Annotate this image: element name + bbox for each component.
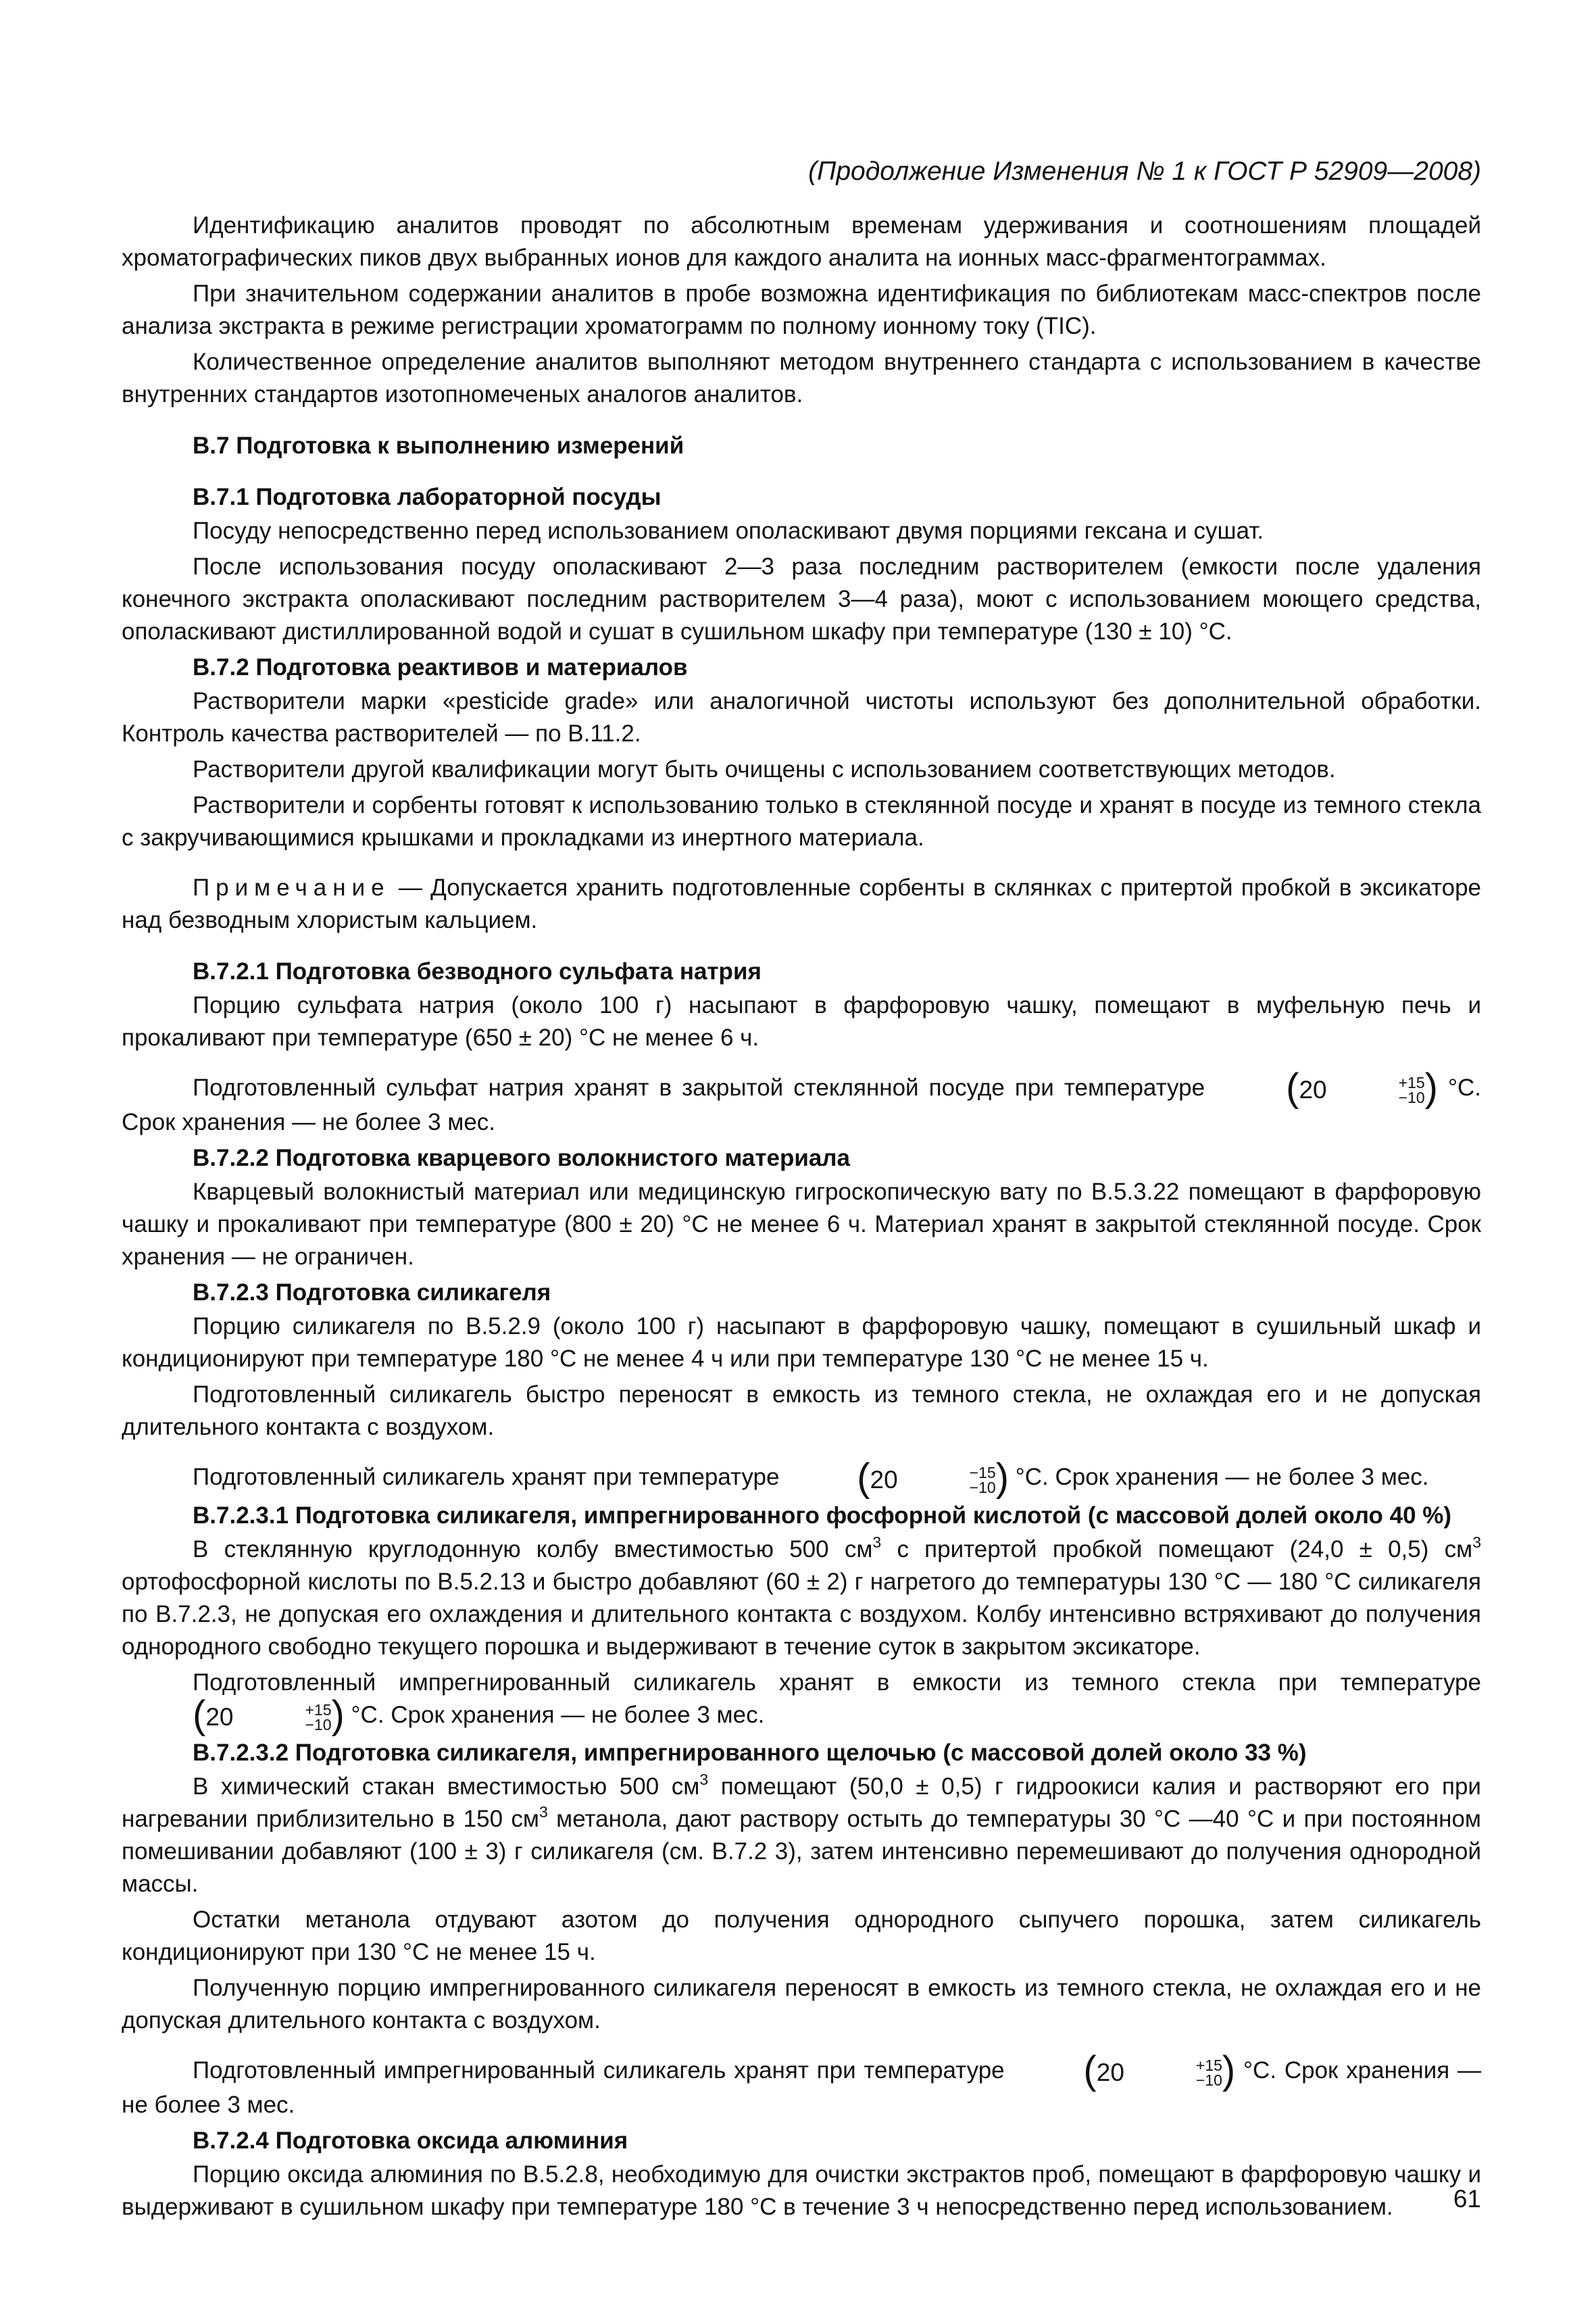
superscript: 3 (872, 1533, 882, 1551)
tolerance-lower: −10 (305, 1716, 332, 1734)
paragraph: Остатки метанола отдувают азотом до получения однородного сыпучего порошка, затем силикагель кондиционируют при 130 °С не менее 15 ч. (122, 1906, 1481, 1966)
close-paren: ) (1222, 2048, 1236, 2093)
paragraph: Порцию силикагеля по В.5.2.9 (около 100 г) насыпают в фарфоровую чашку, помещают в сушильный шкаф и кондиционируют при температуре 180 °С не менее 4 ч или при температуре 130 °С не менее 15 ч. (122, 1313, 1481, 1373)
tolerance-stack (234, 1702, 331, 1732)
paragraph: Порцию сульфата натрия (около 100 г) насыпают в фарфоровую чашку, помещают в муфельную печь и прокаливают при температуре (650 ± 20) °С не менее 6 ч. (122, 992, 1481, 1051)
paragraph: Растворители марки «pesticide grade» или аналогичной чистоты используют без дополнительной обработки. Контроль качества растворителей — по В.11.2. (122, 688, 1481, 747)
text-run: °С. Срок хранения — не более 3 мес. (1009, 1464, 1429, 1491)
paragraph: Идентификацию аналитов проводят по абсолютным временам удерживания и соотношениям площадей хроматографических пиков двух выбранных ионов для каждого аналита на ионных масс-фрагментограммах. (122, 212, 1481, 271)
paragraph: При значительном содержании аналитов в пробе возможна идентификация по библиотекам масс-спектров после анализа экстракта в режиме регистрации хроматограмм по полному ионному току (TIC). (122, 280, 1481, 339)
text-run: °С. Срок хранения — не более 3 мес. (122, 1075, 1481, 1136)
paragraph: Растворители другой квалификации могут быть очищены с использованием соответствующих методов. (193, 756, 1336, 783)
paragraph (122, 1533, 1481, 1663)
superscript: 3 (699, 1771, 709, 1789)
close-paren: ) (331, 1692, 345, 1737)
tolerance-base: 20 (205, 1703, 234, 1731)
text-run: Подготовленный импрегнированный силикагель хранят при температуре (193, 2057, 1013, 2084)
subsection-heading: В.7.2.3 Подготовка силикагеля (193, 1279, 551, 1306)
subsection-heading: В.7.2.3.2 Подготовка силикагеля, импрегнированного щелочью (с массовой долей около 33 %) (193, 1740, 1307, 1767)
paragraph (122, 1455, 1481, 1500)
text-run: В стеклянную круглодонную колбу вместимостью 500 см (193, 1535, 873, 1562)
close-paren: ) (995, 1455, 1009, 1500)
close-paren: ) (1424, 1066, 1438, 1110)
tolerance-upper: +15 (1195, 2057, 1222, 2075)
paragraph (122, 2048, 1481, 2121)
subsection-heading: В.7.2.2 Подготовка кварцевого волокнистого материала (193, 1145, 851, 1172)
open-paren: ( (857, 1455, 870, 1500)
paragraph: Подготовленный силикагель быстро переносят в емкость из темного стекла, не охлаждая его и не допуская длительного контакта с воздухом. (122, 1381, 1481, 1441)
paragraph: Порцию оксида алюминия по В.5.2.8, необходимую для очистки экстрактов проб, помещают в фарфоровую чашку и выдерживают в сушильном шкафу при температуре 180 °С в течение 3 ч непосредственно перед использованием. (122, 2161, 1481, 2221)
text-run: °С. Срок хранения — не более 3 мес. (122, 2057, 1481, 2119)
tolerance-upper: −15 (969, 1463, 996, 1481)
text-run: метанола, дают раствору остыть до температуры 30 °С —40 °С и при постоянном помешивании добавляют (100 ± 3) г силикагеля (см. В.7.2 3), затем интенсивно перемешивают до получения однородной массы. (122, 1806, 1481, 1898)
tolerance-stack (1328, 1075, 1425, 1105)
paragraph: Кварцевый волокнистый материал или медицинскую гигроскопическую вату по В.5.3.22 помещают в фарфоровую чашку и прокаливают при температуре (800 ± 20) °С не менее 6 ч. Материал хранят в закрытой стеклянной посуде. Срок хранения — не ограничен. (122, 1179, 1481, 1271)
paragraph: Растворители и сорбенты готовят к использованию только в стеклянной посуде и хранят в посуде из темного стекла с закручивающимися крышками и прокладками из инертного материала. (122, 792, 1481, 851)
tolerance-lower: −10 (969, 1478, 996, 1496)
note (122, 872, 1481, 937)
paragraph (122, 1066, 1481, 1139)
text-run: В химический стакан вместимостью 500 см (193, 1773, 700, 1800)
tolerance-upper: +15 (305, 1701, 332, 1719)
temperature-tolerance (1012, 2048, 1236, 2093)
text-run: помещают (50,0 ± 0,5) г гидроокиси калия и растворяют его при нагревании приблизительно в 150 см (122, 1773, 1481, 1833)
tolerance-stack (899, 1465, 996, 1495)
temperature-tolerance (1215, 1066, 1438, 1110)
paragraph: Количественное определение аналитов выполняют методом внутреннего стандарта с использованием в качестве внутренних стандартов изотопномеченых аналогов аналитов. (122, 349, 1481, 408)
note-text: — Допускается хранить подготовленные сорбенты в склянках с притертой пробкой в эксикаторе над безводным хлористым кальцием. (122, 875, 1481, 933)
section-heading: В.7 Подготовка к выполнению измерений (193, 433, 684, 459)
text-run: с притертой пробкой помещают (24,0 ± 0,5) см (881, 1535, 1473, 1562)
subsection-heading: В.7.1 Подготовка лабораторной посуды (193, 484, 662, 510)
tolerance-base: 20 (870, 1465, 898, 1494)
paragraph: Посуду непосредственно перед использованием ополаскивают двумя порциями гексана и сушат. (193, 518, 1264, 544)
superscript: 3 (539, 1803, 548, 1821)
subsection-heading: В.7.2.1 Подготовка безводного сульфата натрия (193, 958, 762, 985)
subsection-heading: В.7.2.4 Подготовка оксида алюминия (193, 2127, 628, 2155)
temperature-tolerance (786, 1455, 1009, 1500)
text-run: Подготовленный сульфат натрия хранят в закрытой стеклянной посуде при температуре (193, 1075, 1216, 1101)
tolerance-lower: −10 (1195, 2071, 1222, 2090)
tolerance-base: 20 (1096, 2059, 1124, 2087)
page-number: 61 (1453, 2185, 1481, 2213)
paragraph: Полученную порцию импрегнированного силикагеля переносят в емкость из темного стекла, не охлаждая его и не допуская длительного контакта с воздухом. (122, 1975, 1481, 2034)
text-run: Подготовленный импрегнированный силикагель хранят в емкости из темного стекла при температуре (193, 1669, 1481, 1696)
tolerance-lower: −10 (1398, 1089, 1425, 1107)
note-label: Примечание (193, 875, 391, 901)
open-paren: ( (1286, 1066, 1299, 1110)
tolerance-upper: +15 (1398, 1074, 1425, 1092)
paragraph: После использования посуду ополаскивают 2—3 раза последним растворителем (емкости после удаления конечного экстракта ополаскивают последним растворителем 3—4 раза), моют с использованием моющего средства, ополаскивают дистиллированной водой и сушат в сушильном шкафу при температуре (130 ± 10) °С. (122, 553, 1481, 645)
paragraph (122, 1771, 1481, 1900)
running-header: (Продолжение Изменения № 1 к ГОСТ Р 52909—2008) (808, 157, 1481, 186)
subsection-heading: В.7.2 Подготовка реактивов и материалов (193, 654, 688, 681)
subsection-heading: В.7.2.3.1 Подготовка силикагеля, импрегнированного фосфорной кислотой (с массовой долей около 40 %) (193, 1502, 1452, 1529)
superscript: 3 (1472, 1533, 1481, 1551)
text-run: °С. Срок хранения — не более 3 мес. (344, 1701, 765, 1728)
open-paren: ( (193, 1692, 206, 1737)
text-run: Подготовленный силикагель хранят при температуре (193, 1464, 787, 1491)
tolerance-base: 20 (1299, 1076, 1327, 1104)
paragraph (122, 1667, 1481, 1737)
temperature-tolerance (122, 1692, 345, 1737)
tolerance-stack (1125, 2058, 1222, 2088)
open-paren: ( (1083, 2048, 1097, 2093)
text-run: ортофосфорной кислоты по В.5.2.13 и быстро добавляют (60 ± 2) г нагретого до температуры 130 °С — 180 °С силикагеля по В.7.2.3, не допуская его охлаждения и длительного контакта с воздухом. Колбу интенсивно встряхивают до получения однородного свободно текущего порошка и выдерживают в течение суток в закрытом эксикаторе. (122, 1568, 1481, 1660)
